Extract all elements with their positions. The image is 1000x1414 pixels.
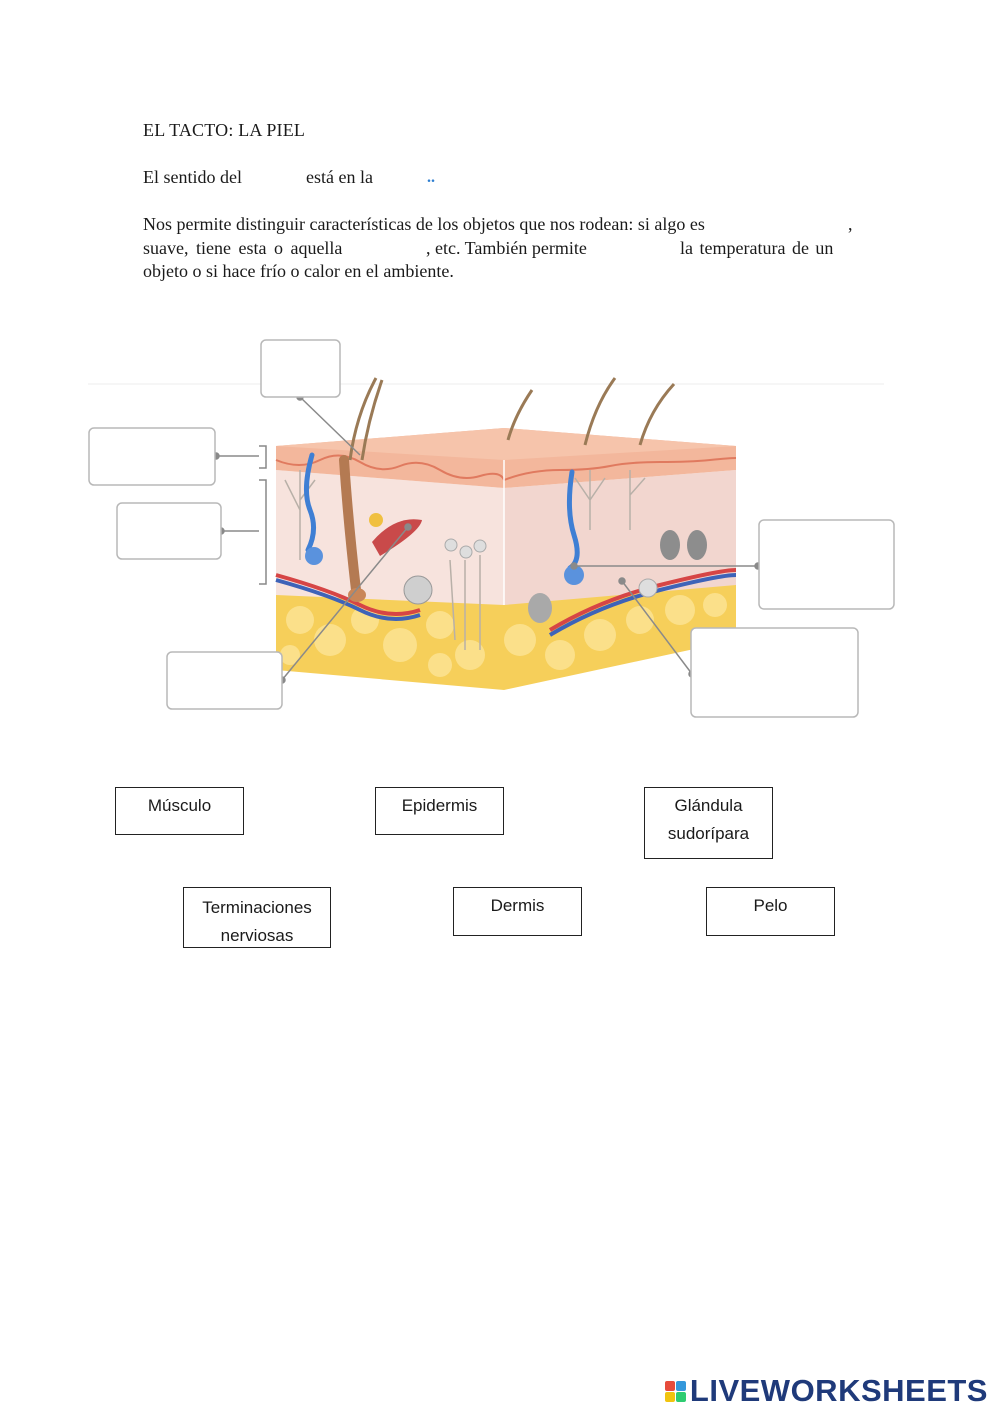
paragraph-text: , (848, 214, 853, 234)
label-option-terminaciones-nerviosas[interactable]: Terminaciones nerviosas (183, 887, 331, 948)
paragraph-text: Nos permite distinguir características de los objetos que nos rodean: si algo es (143, 214, 705, 234)
label-option-musculo[interactable]: Músculo (115, 787, 244, 835)
label-option-dermis[interactable]: Dermis (453, 887, 582, 936)
answer-box-epidermis (89, 428, 215, 485)
label-option-epidermis[interactable]: Epidermis (375, 787, 504, 835)
answer-box-dermis (117, 503, 221, 559)
paragraph-text: suave, tiene esta o aquella (143, 238, 343, 258)
sentence-1-part2: está en la (306, 167, 373, 187)
paragraph-text: objeto o si hace frío o calor en el ambiente. (143, 261, 454, 281)
blank-marker: .. (427, 169, 435, 186)
liveworksheets-logo (665, 1373, 988, 1409)
liveworksheets-logo-icon (665, 1381, 686, 1402)
paragraph-text: , etc. También permite (426, 238, 587, 258)
sentence-1-part1: El sentido del (143, 167, 242, 187)
brand-name: LIVEWORKSHEETS (689, 1373, 988, 1408)
worksheet-title: EL TACTO: LA PIEL (143, 120, 306, 140)
label-option-glandula-sudoripara[interactable]: Glándula sudorípara (644, 787, 773, 859)
answer-box-pelo (261, 340, 340, 397)
paragraph-text: la temperatura de un (680, 238, 834, 258)
answer-box-glandula (759, 520, 894, 609)
answer-box-terminaciones (691, 628, 858, 717)
skin-diagram (0, 320, 1000, 740)
label-option-pelo[interactable]: Pelo (706, 887, 835, 936)
answer-box-musculo (167, 652, 282, 709)
